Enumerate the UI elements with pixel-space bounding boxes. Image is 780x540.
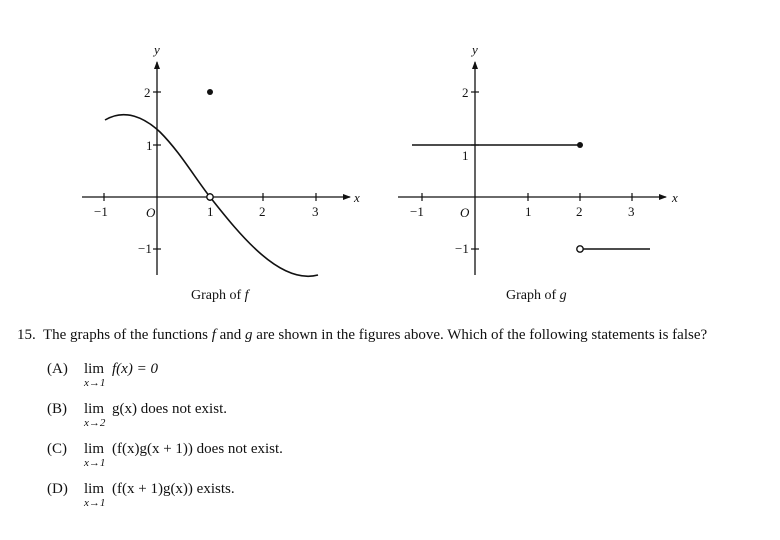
f-x-label: x	[354, 190, 360, 205]
g-ytick-1: 1	[462, 148, 469, 163]
g-y-label: y	[472, 42, 478, 57]
f-y-label: y	[154, 42, 160, 57]
f-xtick-1: 1	[207, 204, 214, 219]
g-filled-point	[577, 142, 583, 148]
option-sub: x→1	[84, 457, 106, 469]
option-letter: (A)	[47, 361, 68, 377]
option-letter: (C)	[47, 441, 67, 457]
f-origin-label: O	[146, 205, 156, 220]
f-ytick-neg1: −1	[138, 241, 152, 256]
caption-f-text: Graph of	[191, 288, 245, 303]
option-body: g(x) does not exist.	[112, 401, 227, 417]
caption-g-var: g	[559, 288, 567, 303]
option-letter: (D)	[47, 481, 68, 497]
caption-graph-g	[506, 288, 567, 304]
option-body: f(x) = 0	[112, 361, 158, 377]
question-number: 15.	[17, 327, 36, 343]
g-ytick-neg1: −1	[455, 241, 469, 256]
caption-graph-f	[191, 288, 249, 304]
option-sub: x→2	[84, 417, 106, 429]
g-origin-label: O	[460, 205, 470, 220]
question-var-f: f	[211, 327, 216, 343]
f-ytick-1: 1	[146, 138, 153, 153]
question-text-2: are shown in the figures above. Which of the following statements is false?	[252, 327, 708, 343]
option-sub: x→1	[84, 497, 106, 509]
f-xtick-neg1: −1	[94, 204, 108, 219]
option-lim: lim	[84, 441, 105, 457]
f-ytick-2: 2	[144, 85, 151, 100]
f-ticks	[104, 92, 316, 249]
g-ytick-2: 2	[462, 85, 469, 100]
f-xtick-3: 3	[312, 204, 319, 219]
f-filled-point	[207, 89, 213, 95]
question-stem	[17, 326, 707, 344]
graph-f	[82, 42, 360, 276]
caption-f-var: f	[244, 288, 249, 303]
f-open-point	[207, 194, 213, 200]
g-ticks	[422, 92, 632, 249]
g-open-point	[577, 246, 583, 252]
option-letter: (B)	[47, 401, 67, 417]
g-xtick-3: 3	[628, 204, 635, 219]
g-xtick-2: 2	[576, 204, 583, 219]
option-lim: lim	[84, 481, 105, 497]
question-text-1: The graphs of the functions	[42, 327, 212, 343]
question-var-g: g	[245, 327, 253, 343]
caption-g-text: Graph of	[506, 288, 560, 303]
g-x-label: x	[672, 190, 678, 205]
g-xtick-neg1: −1	[410, 204, 424, 219]
option-body: (f(x + 1)g(x)) exists.	[112, 481, 235, 497]
graph-g	[398, 42, 678, 275]
option-body: (f(x)g(x + 1)) does not exist.	[112, 441, 283, 457]
g-xtick-1: 1	[525, 204, 532, 219]
option-sub: x→1	[84, 377, 106, 389]
option-lim: lim	[84, 361, 105, 377]
option-lim: lim	[84, 401, 105, 417]
f-xtick-2: 2	[259, 204, 266, 219]
question-and: and	[215, 327, 246, 343]
